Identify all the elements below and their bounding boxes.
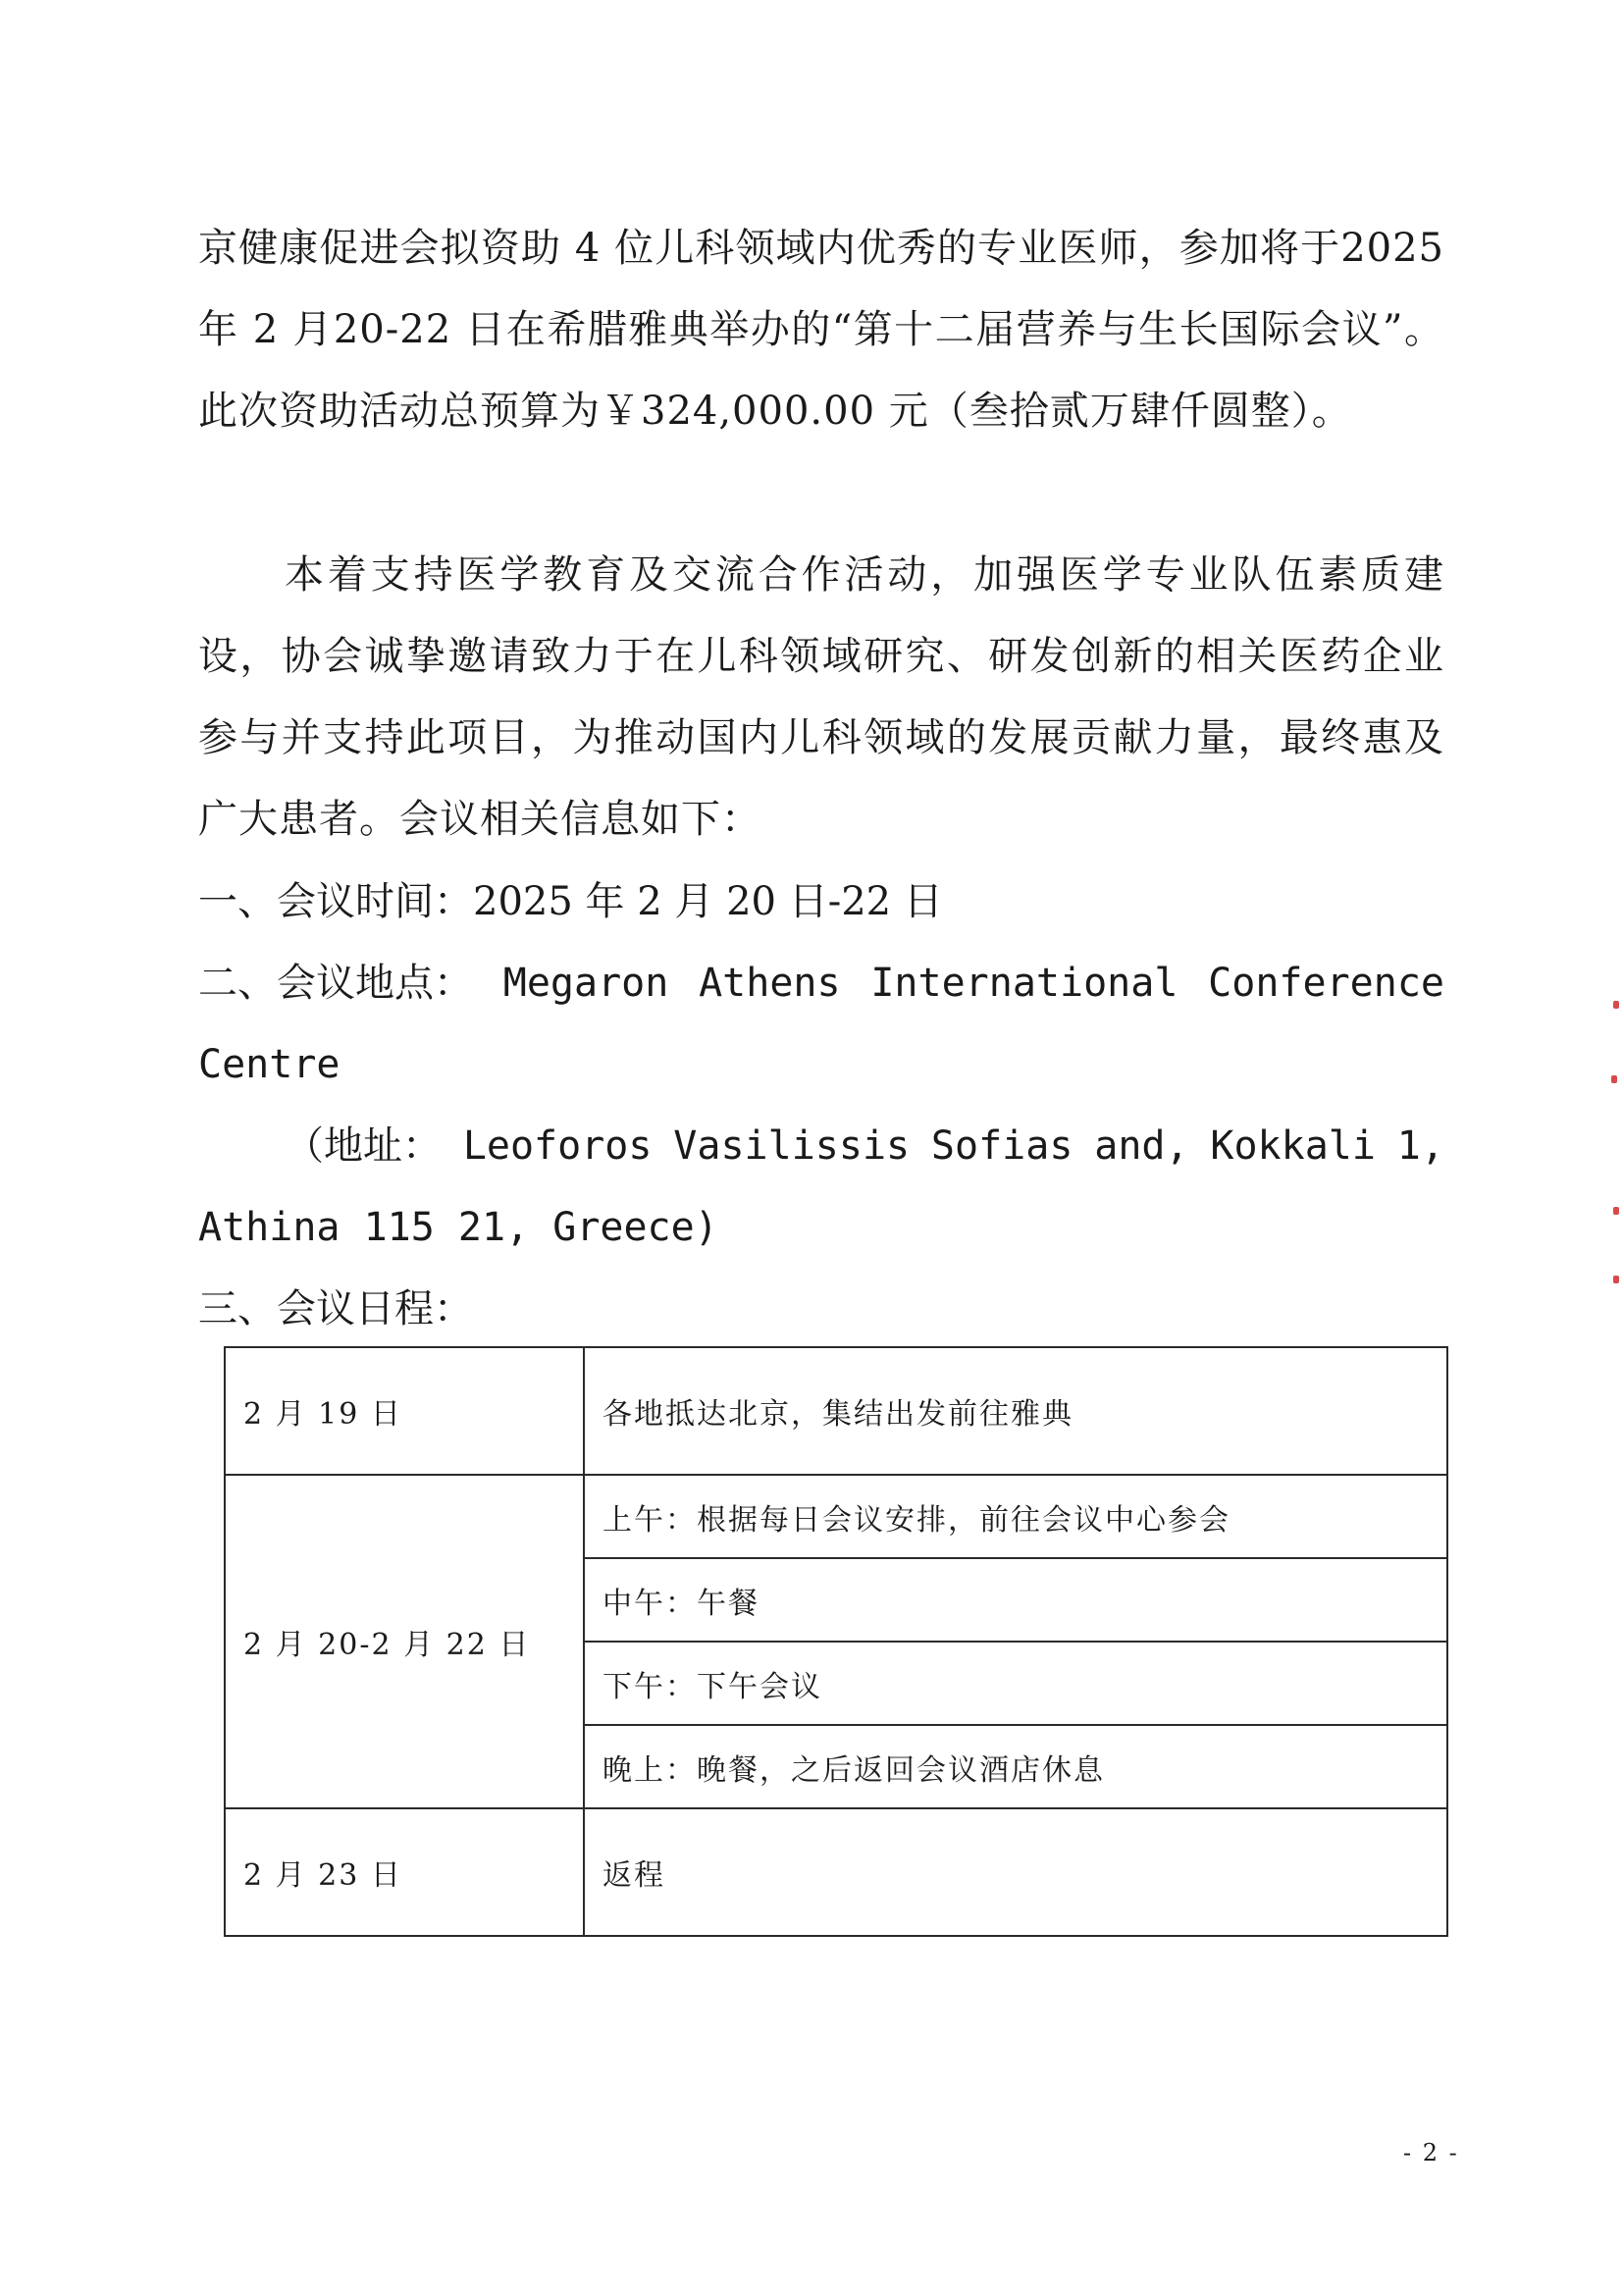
address-word: Vasilissis xyxy=(673,1123,911,1169)
schedule-activity: 中午：午餐 xyxy=(584,1558,1447,1642)
page-number: - 2 - xyxy=(1403,2139,1459,2166)
address-word: Leoforos xyxy=(462,1123,653,1169)
schedule-activity: 晚上：晚餐，之后返回会议酒店休息 xyxy=(584,1725,1447,1808)
item-meeting-time: 一、会议时间：2025 年 2 月 20 日-22 日 xyxy=(198,879,943,924)
schedule-activity: 下午：下午会议 xyxy=(584,1642,1447,1725)
address-word: Sofias xyxy=(930,1123,1073,1169)
seal-edge-mark xyxy=(1613,1207,1619,1215)
venue-word: International xyxy=(870,961,1178,1006)
venue-address xyxy=(285,1106,1444,1187)
venue-label: 二、会议地点： xyxy=(198,961,473,1006)
schedule-date: 2 月 20-2 月 22 日 xyxy=(225,1475,584,1808)
venue-word: Athens xyxy=(699,961,841,1006)
paragraph-invitation: 本着支持医学教育及交流合作活动，加强医学专业队伍素质建设，协会诚挚邀请致力于在儿科领域研究、研发创新的相关医药企业参与并支持此项目，为推动国内儿科领域的发展贡献力量，最终惠及广大患者。会议相关信息如下： xyxy=(198,552,1444,842)
venue-word: Conference xyxy=(1208,961,1444,1006)
seal-edge-mark xyxy=(1611,1075,1617,1083)
schedule-table xyxy=(224,1346,1448,1937)
venue-word: Megaron xyxy=(502,961,669,1006)
schedule-activity: 各地抵达北京，集结出发前往雅典 xyxy=(584,1347,1447,1475)
venue-continuation: Centre xyxy=(198,1042,340,1087)
address-continuation: Athina 115 21, Greece) xyxy=(198,1205,718,1250)
item-meeting-venue xyxy=(198,943,1444,1024)
table-row xyxy=(225,1475,1447,1558)
schedule-date: 2 月 23 日 xyxy=(225,1808,584,1936)
item-schedule-heading: 三、会议日程： xyxy=(198,1286,473,1331)
table-row xyxy=(225,1808,1447,1936)
address-word: and, xyxy=(1094,1123,1189,1169)
paragraph-funding: 京健康促进会拟资助 4 位儿科领域内优秀的专业医师，参加将于2025 年 2 月20-22 日在希腊雅典举办的“第十二届营养与生长国际会议”。此次资助活动总预算为￥324,000.00 元（叁拾贰万肆仟圆整）。 xyxy=(198,226,1444,434)
seal-edge-mark xyxy=(1613,1001,1619,1009)
seal-edge-mark xyxy=(1613,1276,1619,1283)
address-label: （地址： xyxy=(285,1123,442,1169)
address-word: 1, xyxy=(1396,1123,1444,1169)
schedule-date: 2 月 19 日 xyxy=(225,1347,584,1475)
address-word: Kokkali xyxy=(1210,1123,1376,1169)
schedule-activity: 返程 xyxy=(584,1808,1447,1936)
table-row xyxy=(225,1347,1447,1475)
schedule-activity: 上午：根据每日会议安排，前往会议中心参会 xyxy=(584,1475,1447,1558)
